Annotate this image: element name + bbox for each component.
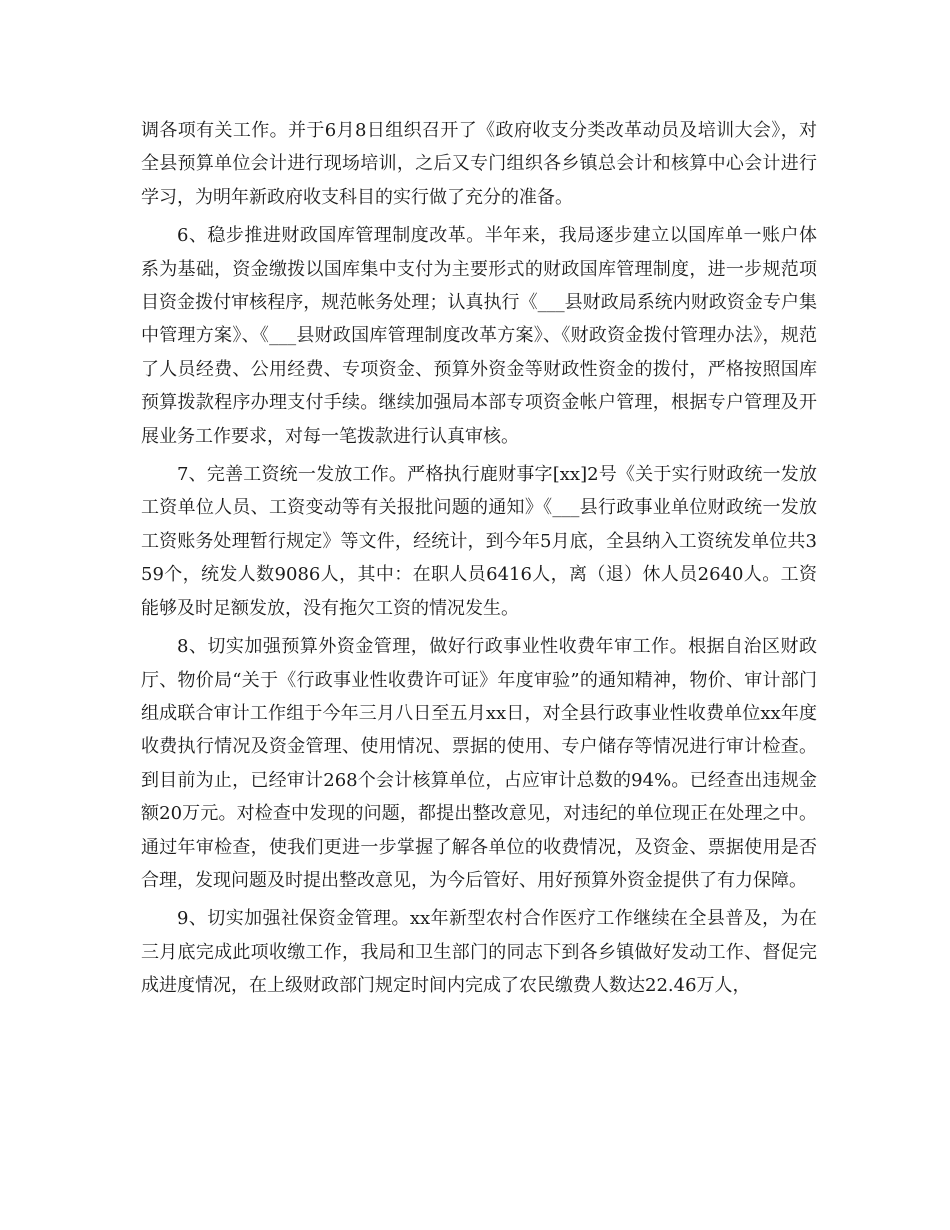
document-body xyxy=(141,114,817,1008)
paragraph-treasury-reform: 6、稳步推进财政国库管理制度改革。半年来，我局逐步建立以国库单一账户体系为基础，资金缴拨以国库集中支付为主要形式的财政国库管理制度，进一步规范项目资金拨付审核程序，规范帐务处理；认真执行《___县财政局系统内财政资金专户集中管理方案》、《___县财政国库管理制度改革方案》、《财政资金拨付管理办法》，规范了人员经费、公用经费、专项资金、预算外资金等财政性资金的拨付，严格按照国库预算拨款程序办理支付手续。继续加强局本部专项资金帐户管理，根据专户管理及开展业务工作要求，对每一笔拨款进行认真审核。 xyxy=(141,225,817,447)
paragraph-continuation: 调各项有关工作。并于6月8日组织召开了《政府收支分类改革动员及培训大会》，对全县预算单位会计进行现场培训，之后又专门组织各乡镇总会计和核算中心会计进行学习，为明年新政府收支科目的实行做了充分的准备。 xyxy=(141,120,817,208)
paragraph-social-security-funds: 9、切实加强社保资金管理。xx年新型农村合作医疗工作继续在全县普及，为在三月底完成此项收缴工作，我局和卫生部门的同志下到各乡镇做好发动工作、督促完成进度情况，在上级财政部门规定时间内完成了农民缴费人数达22.46万人， xyxy=(141,908,817,997)
paragraph-extra-budget-funds: 8、切实加强预算外资金管理，做好行政事业性收费年审工作。根据自治区财政厅、物价局“关于《行政事业性收费许可证》年度审验”的通知精神，物价、审计部门组成联合审计工作组于今年三月八日至五月xx日，对全县行政事业性收费单位xx年度收费执行情况及资金管理、使用情况、票据的使用、专户储存等情况进行审计检查。到目前为止，已经审计268个会计核算单位，占应审计总数的94%。已经查出违规金额20万元。对检查中发现的问题，都提出整改意见，对违纪的单位现正在处理之中。通过年审检查，使我们更进一步掌握了解各单位的收费情况，及资金、票据使用是否合理，发现问题及时提出整改意见，为今后管好、用好预算外资金提供了有力保障。 xyxy=(141,636,817,891)
paragraph-salary-payment: 7、完善工资统一发放工作。严格执行鹿财事字[xx]2号《关于实行财政统一发放工资单位人员、工资变动等有关报批问题的通知》《___县行政事业单位财政统一发放工资账务处理暂行规定》等文件，经统计，到今年5月底，全县纳入工资统发单位共359个，统发人数9086人，其中：在职人员6416人，离（退）休人员2640人。工资能够及时足额发放，没有拖欠工资的情况发生。 xyxy=(141,464,817,619)
